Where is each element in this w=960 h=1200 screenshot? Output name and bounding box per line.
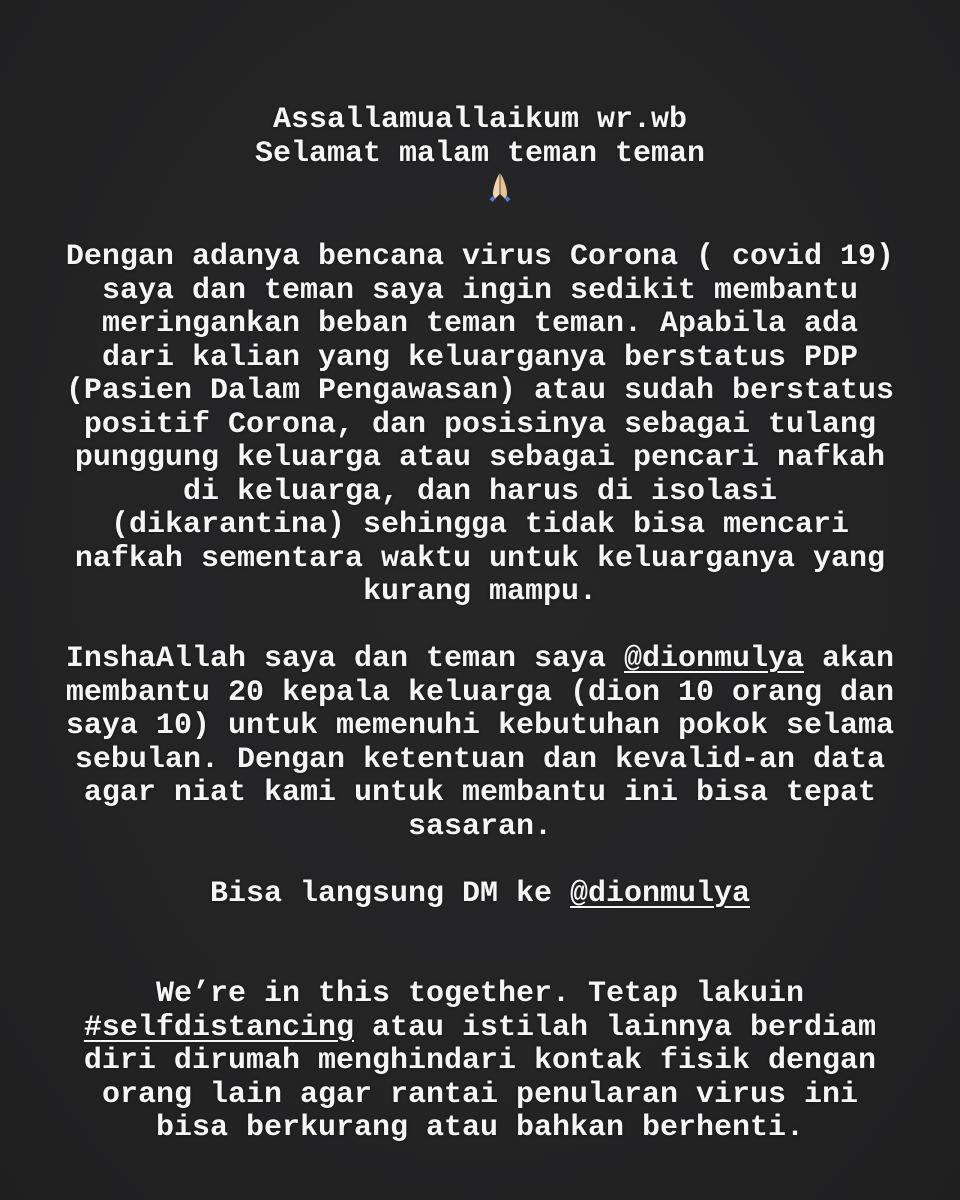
text-line [0,1112,960,1146]
text-line [0,442,960,476]
mention-dionmulya[interactable]: @dionmulya [624,642,805,676]
text-line [0,375,960,409]
text-segment: kurang mampu. [362,575,598,609]
text-line [0,241,960,275]
text-segment: orang lain agar rantai penularan virus ini [101,1077,859,1112]
text-segment: sasaran. [407,809,553,844]
text-line [0,777,960,811]
text-line [0,1012,960,1046]
text-line [0,104,960,138]
text-segment: Dengan adanya bencana virus Corona ( covid 19) [65,240,895,274]
text-line [0,1079,960,1113]
text-line [0,138,960,208]
text-segment: dari kalian yang keluarganya berstatus PDP [101,340,859,375]
text-segment: agar niat kami untuk membantu ini bisa tepat [83,776,877,810]
greeting [0,104,960,208]
closing-paragraph [0,978,960,1146]
intro-paragraph [0,241,960,610]
text-segment: saya dan teman saya ingin sedikit membantu [101,273,859,308]
dm-line [0,878,960,912]
text-line [0,1045,960,1079]
text-line [0,308,960,342]
text-segment: meringankan beban teman teman. Apabila ada [101,307,859,341]
text-line [0,576,960,610]
text-segment: di keluarga, dan harus di isolasi [182,474,778,509]
text-line [0,643,960,677]
text-segment: saya 10) untuk memenuhi kebutuhan pokok selama [65,709,895,743]
text-line [0,878,960,912]
text-segment: Assallamuallaikum wr.wb [272,103,688,137]
mention-dionmulya[interactable]: @dionmulya [570,876,751,911]
text-segment: (dikarantina) sehingga tidak bisa mencari [110,508,850,542]
story-text [0,104,960,1146]
text-line [0,811,960,845]
hashtag-selfdistancing[interactable]: #selfdistancing [83,1010,354,1045]
text-segment: bisa berkurang atau bahkan berhenti. [155,1111,805,1145]
folded-hands-emoji [483,171,517,205]
text-line [0,677,960,711]
text-segment: InshaAllah saya dan teman saya [65,642,625,676]
text-segment: Selamat malam teman teman [254,136,706,171]
text-segment: atau istilah lainnya berdiam [353,1010,877,1045]
text-segment: Bisa langsung DM ke [209,876,571,911]
text-segment: We’re in this together. Tetap lakuin [155,977,805,1011]
text-line [0,476,960,510]
text-line [0,710,960,744]
text-segment: membantu 20 kepala keluarga (dion 10 orang dan [65,675,895,710]
text-line [0,744,960,778]
text-line [0,978,960,1012]
text-segment: punggung keluarga atau sebagai pencari nafkah [74,441,886,475]
text-segment: diri dirumah menghindari kontak fisik dengan [83,1044,877,1078]
text-segment: akan [804,642,895,676]
text-segment: nafkah sementara waktu untuk keluarganya yang [74,541,886,576]
text-line [0,409,960,443]
text-segment: positif Corona, dan posisinya sebagai tulang [83,407,877,442]
text-line [0,275,960,309]
text-line [0,543,960,577]
text-segment: sebulan. Dengan ketentuan dan kevalid-an data [74,742,886,777]
pledge-paragraph [0,643,960,844]
text-line [0,342,960,376]
text-line [0,509,960,543]
text-segment: (Pasien Dalam Pengawasan) atau sudah berstatus [65,374,895,408]
